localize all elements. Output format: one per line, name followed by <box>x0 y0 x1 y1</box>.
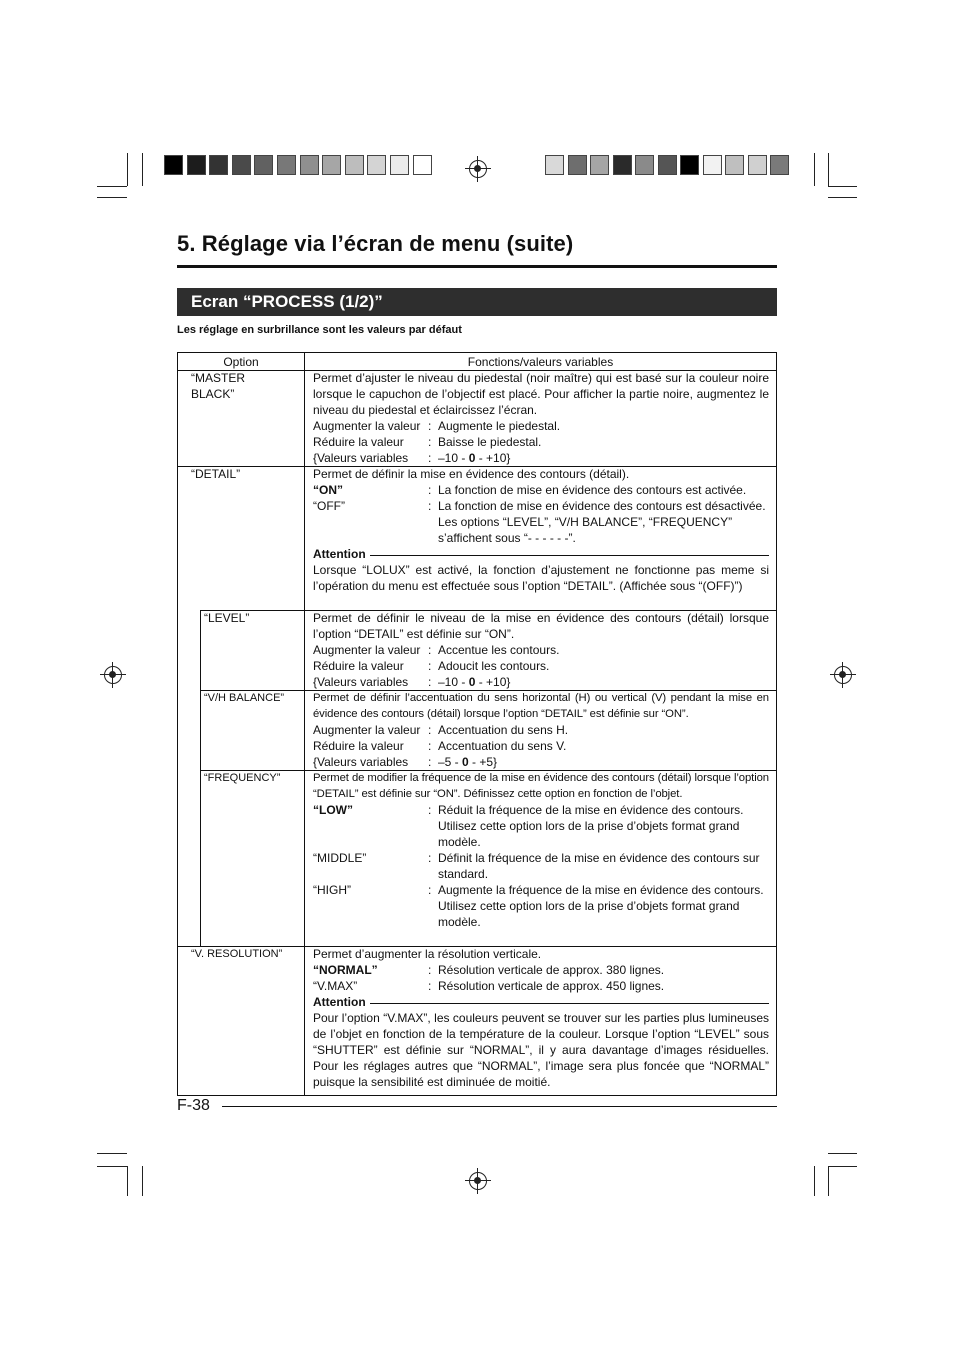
kv-key: “ON” <box>313 483 343 497</box>
default-values-note: Les réglage en surbrillance sont les valeurs par défaut <box>177 324 462 336</box>
range-default: 0 <box>468 451 476 465</box>
color-swatch <box>590 155 609 175</box>
kv-value: Résolution verticale de approx. 450 lignes. <box>438 979 665 993</box>
attention-heading <box>313 994 769 1010</box>
color-swatch <box>568 155 587 175</box>
option-master-black: “MASTER BLACK” <box>191 371 245 401</box>
kv-key: Augmenter la valeur <box>313 723 421 737</box>
attention-heading <box>313 546 769 562</box>
kv-key: Réduire la valeur <box>313 435 404 449</box>
kv-value: Augmente la fréquence de la mise en évidence des contours. <box>438 883 764 897</box>
kv-key: “V.MAX” <box>313 979 358 993</box>
kv-value: La fonction de mise en évidence des contours est activée. <box>438 483 747 497</box>
kv-value: Résolution verticale de approx. 380 lignes. <box>438 963 665 977</box>
kv-key: “LOW” <box>313 803 353 817</box>
kv-key: “MIDDLE” <box>313 851 367 865</box>
kv-value: Définit la fréquence de la mise en évidence des contours sur standard. <box>438 851 760 881</box>
color-swatch <box>390 155 409 175</box>
color-swatch <box>748 155 767 175</box>
attention-label: Attention <box>313 995 366 1009</box>
option-level: “LEVEL” <box>204 611 250 625</box>
kv-row: Réduire la valeur : Baisse le piedestal. <box>313 434 769 450</box>
color-swatch <box>680 155 699 175</box>
kv-row: Augmenter la valeur : Accentue les contours. <box>313 642 769 658</box>
kv-value: La fonction de mise en évidence des contours est désactivée. <box>438 499 766 513</box>
frequency-text: Permet de modifier la fréquence de la mise en évidence des contours (détail) lorsque l’option “DETAIL” est définie sur “ON”. Définissez cette option en fonction de l’objet. <box>313 772 769 800</box>
column-header-functions: Fonctions/valeurs variables <box>467 355 614 369</box>
kv-key: “HIGH” <box>313 883 351 897</box>
page-number: F-38 <box>177 1097 210 1114</box>
value-range: {Valeurs variables : –10 - 0 - +10} <box>313 451 511 465</box>
sub-option-divider <box>200 610 201 946</box>
detail-description <box>313 466 769 594</box>
title-rule <box>177 265 777 268</box>
range-key: {Valeurs variables <box>313 675 409 689</box>
range-min: –5 - <box>438 755 463 769</box>
registration-mark-icon <box>469 160 487 178</box>
color-swatch <box>322 155 341 175</box>
color-swatch <box>725 155 744 175</box>
detail-off-extra: Les options “LEVEL”, “V/H BALANCE”, “FREQUENCY” s’affichent sous “- - - - - -”. <box>438 515 733 545</box>
column-divider <box>304 353 305 1095</box>
kv-value: Baisse le piedestal. <box>438 435 542 449</box>
range-max: - +5} <box>468 755 498 769</box>
frequency-description <box>313 770 769 930</box>
color-swatch <box>164 155 183 175</box>
process-table <box>177 352 777 1096</box>
attention-text: Pour l’option “V.MAX”, les couleurs peuvent se trouver sur les parties plus lumineuses de l’objet en fonction de la température de la couleur. Lorsque l’option “LEVEL” sous “SHUTTER” est définie sur “NORMAL”, il y aura davantage d’images résiduelles. Pour les réglages autres que “NORMAL”, l’image sera plus foncée que “NORMAL” puisque la sensibilité est diminuée de moitié. <box>313 1011 769 1089</box>
range-min: –10 - <box>438 675 469 689</box>
kv-key: Augmenter la valeur <box>313 419 421 433</box>
kv-row: “NORMAL” : Résolution verticale de approx. 380 lignes. <box>313 962 769 978</box>
range-default: 0 <box>468 675 476 689</box>
color-swatch <box>770 155 789 175</box>
color-swatch <box>635 155 654 175</box>
range-key: {Valeurs variables <box>313 451 409 465</box>
color-swatch <box>277 155 296 175</box>
frequency-high-extra: Utilisez cette option lors de la prise d’objets format grand modèle. <box>438 899 740 929</box>
range-max: - +10} <box>475 451 511 465</box>
kv-row: “ON” : La fonction de mise en évidence des contours est activée. <box>313 482 769 498</box>
color-swatch <box>658 155 677 175</box>
value-range: {Valeurs variables : –10 - 0 - +10} <box>313 675 511 689</box>
kv-row: “V.MAX” : Résolution verticale de approx. 450 lignes. <box>313 978 769 994</box>
column-header-option: Option <box>223 355 259 369</box>
kv-row: “OFF” : La fonction de mise en évidence des contours est désactivée. <box>313 498 769 514</box>
registration-mark-icon <box>469 1172 487 1190</box>
kv-row: “HIGH” : Augmente la fréquence de la mise en évidence des contours. <box>313 882 769 898</box>
range-min: –10 - <box>438 451 469 465</box>
master-black-description <box>313 370 769 466</box>
color-swatch <box>300 155 319 175</box>
kv-row: “LOW” : Réduit la fréquence de la mise en évidence des contours. Utilisez cette option lors de la prise d’objets format grand modèle. <box>313 802 769 850</box>
attention-label: Attention <box>313 547 366 561</box>
color-swatch <box>232 155 251 175</box>
kv-value: Adoucit les contours. <box>438 659 550 673</box>
kv-value: Accentue les contours. <box>438 643 560 657</box>
kv-row: Réduire la valeur : Accentuation du sens V. <box>313 738 769 754</box>
vh-balance-text: Permet de définir l’accentuation du sens horizontal (H) ou vertical (V) pendant la mise en évidence des contours (détail) lorsque l’option “DETAIL” est définie sur “ON”. <box>313 692 769 720</box>
level-text: Permet de définir le niveau de la mise en évidence des contours (détail) lorsque l’option “DETAIL” est définie sur “ON”. <box>313 611 769 641</box>
value-range: {Valeurs variables : –5 - 0 - +5} <box>313 755 498 769</box>
kv-value: Augmente le piedestal. <box>438 419 561 433</box>
kv-value: Réduit la fréquence de la mise en évidence des contours. Utilisez cette option lors de la prise d’objets format grand modèle. <box>438 803 744 849</box>
color-swatch <box>367 155 386 175</box>
detail-text: Permet de définir la mise en évidence des contours (détail). <box>313 467 630 481</box>
page-title: 5. Réglage via l’écran de menu (suite) <box>177 231 574 256</box>
color-swatch <box>345 155 364 175</box>
kv-row: Augmenter la valeur : Augmente le piedestal. <box>313 418 769 434</box>
attention-text: Lorsque “LOLUX” est activé, la fonction d’ajustement ne fonctionne pas meme si l’opération du menu est effectuée sous l’option “DETAIL”. (Affichée sous “(OFF)”) <box>313 563 769 593</box>
color-swatch <box>209 155 228 175</box>
color-swatch <box>613 155 632 175</box>
option-v-resolution: “V. RESOLUTION” <box>191 948 283 960</box>
option-vh-balance: “V/H BALANCE” <box>204 692 285 704</box>
registration-mark-icon <box>834 666 852 684</box>
kv-key: Réduire la valeur <box>313 659 404 673</box>
color-swatch <box>254 155 273 175</box>
kv-row: Réduire la valeur : Adoucit les contours. <box>313 658 769 674</box>
option-detail: “DETAIL” <box>191 467 241 481</box>
v-resolution-text: Permet d’augmenter la résolution verticale. <box>313 947 542 961</box>
color-swatch <box>545 155 564 175</box>
range-max: - +10} <box>475 675 511 689</box>
kv-value: Accentuation du sens H. <box>438 723 569 737</box>
kv-key: Augmenter la valeur <box>313 643 421 657</box>
vh-balance-description <box>313 690 769 770</box>
kv-value: Accentuation du sens V. <box>438 739 567 753</box>
kv-row: “MIDDLE” : Définit la fréquence de la mise en évidence des contours sur standard. <box>313 850 769 882</box>
kv-key: Réduire la valeur <box>313 739 404 753</box>
kv-key: “NORMAL” <box>313 963 378 977</box>
kv-key: “OFF” <box>313 499 345 513</box>
option-frequency: “FREQUENCY” <box>204 772 281 784</box>
color-swatch <box>187 155 206 175</box>
range-key: {Valeurs variables <box>313 755 409 769</box>
registration-mark-icon <box>104 666 122 684</box>
kv-row: Augmenter la valeur : Accentuation du sens H. <box>313 722 769 738</box>
level-description <box>313 610 769 690</box>
section-title: Ecran “PROCESS (1/2)” <box>177 288 777 316</box>
footer-rule <box>222 1106 777 1107</box>
color-swatch <box>703 155 722 175</box>
range-default: 0 <box>462 755 469 769</box>
color-swatch <box>413 155 432 175</box>
v-resolution-description <box>313 946 769 1090</box>
master-black-text: Permet d’ajuster le niveau du piedestal (noir maître) qui est basé sur la couleur noire lorsque le capuchon de l’objectif est placé. Pour afficher la partie noire, augmentez le niveau du piedestal et éclaircissez l’écran. <box>313 371 769 417</box>
